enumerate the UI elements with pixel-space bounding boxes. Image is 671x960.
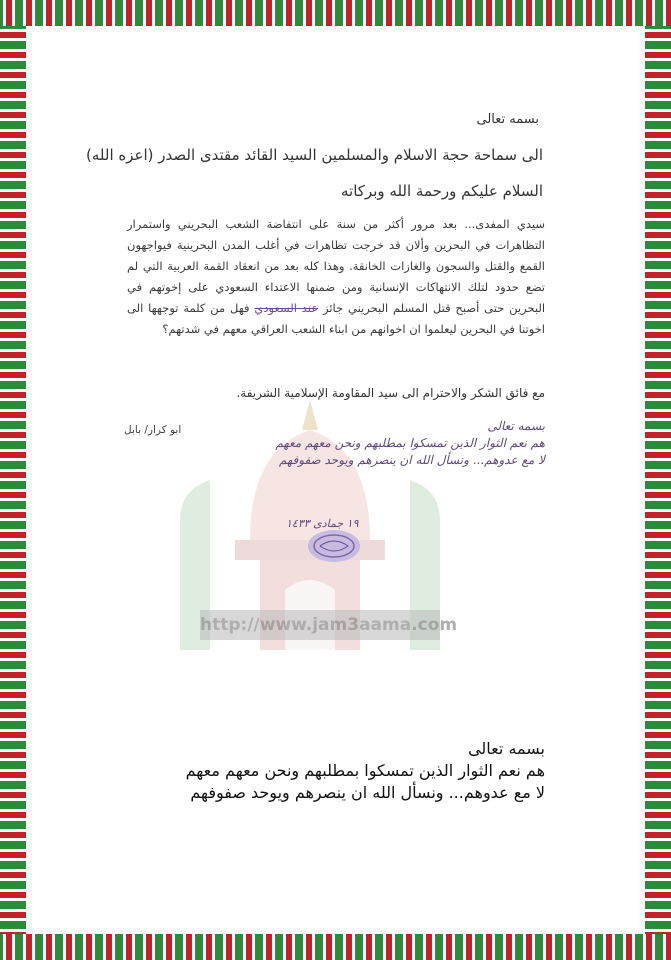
decorative-border-bottom bbox=[0, 934, 671, 960]
letter-greeting: السلام عليكم ورحمة الله وبركاته bbox=[341, 182, 543, 200]
watermark-url: http://www.jam3aama.com bbox=[200, 610, 440, 640]
letter-closing: مع فائق الشكر والاحترام الى سيد المقاومة الإسلامية الشريفة. bbox=[236, 386, 545, 400]
decorative-border-right bbox=[645, 26, 671, 934]
letter-basmala: بسمه تعالى bbox=[476, 112, 539, 127]
letter-body-part2: فهل من كلمة توجهها الى اخوتنا في البحرين ليعلموا ان اخوانهم من ابناء الشعب العراقي معهم في شدتهم؟ bbox=[127, 301, 545, 336]
decorative-border-left bbox=[0, 26, 26, 934]
letter-body-part1: سيدي المفدى... بعد مرور أكثر من سنة على انتفاضة الشعب البحريني واستمرار التظاهرات في البحرين وألان قد خرجت تظاهرات في أغلب المدن البحرينية فيواجهون القمع والقتل والسجون والغازات الخانقة. وهذا كله بعد من انعقاد القمة العربية التي لم تضع حدود لتلك الانتهاكات الإنسانية ومن ضمنها الاعتداء السعودي على إخوتهم في البحرين حتى أصبح قتل المسلم البحريني جائز bbox=[127, 217, 546, 315]
handwritten-reply-line2: هم نعم الثوار الذين تمسكوا بمطلبهم ونحن معهم معهم bbox=[275, 436, 545, 450]
letter-body bbox=[127, 214, 545, 340]
letter-sender: ابو كرار/ بابل bbox=[124, 424, 182, 436]
letter-addressee: الى سماحة حجة الاسلام والمسلمين السيد القائد مقتدى الصدر (اعزه الله) bbox=[86, 146, 543, 164]
transcription-line2: لا مع عدوهم... ونسأل الله ان ينصرهم ويوحد صفوفهم bbox=[190, 783, 545, 802]
handwritten-reply-line1: بسمه تعالى bbox=[487, 419, 545, 433]
handwritten-date: ١٩ جمادى ١٤٣٣ bbox=[286, 517, 359, 530]
transcription-title: بسمه تعالى bbox=[468, 739, 545, 758]
handwritten-reply-line3: لا مع عدوهم... ونسأل الله ان ينصرهم ويوحد صفوفهم bbox=[278, 453, 545, 467]
letter-body-struck-text: عند السعودي bbox=[254, 301, 319, 315]
decorative-border-top bbox=[0, 0, 671, 26]
handwritten-reply bbox=[245, 418, 545, 469]
typed-transcription bbox=[115, 738, 545, 804]
transcription-line1: هم نعم الثوار الذين تمسكوا بمطلبهم ونحن معهم معهم bbox=[185, 761, 545, 780]
official-seal-stamp bbox=[306, 528, 362, 564]
